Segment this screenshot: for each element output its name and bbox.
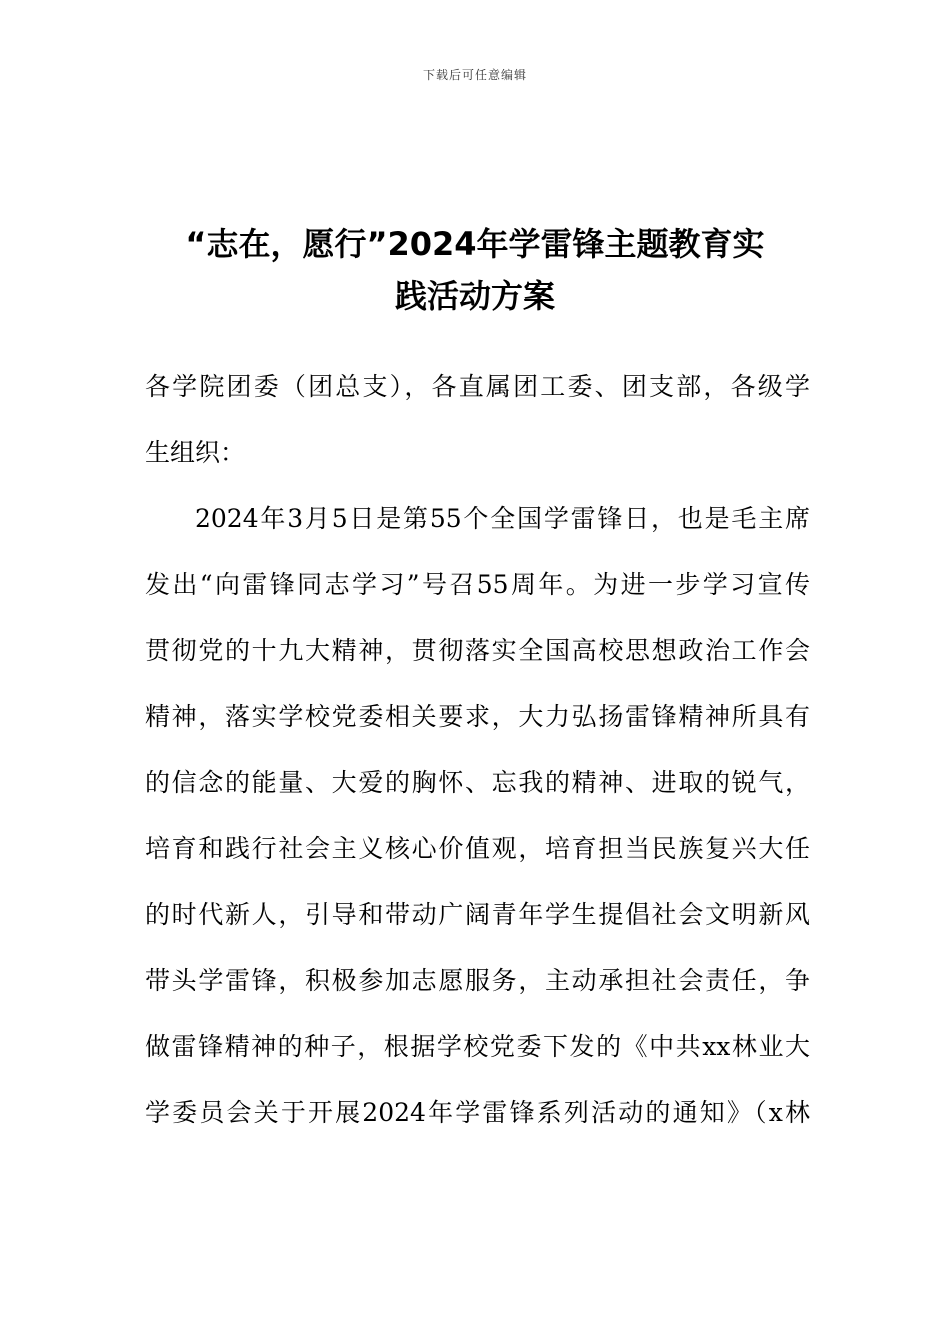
title-line-2: 践活动方案: [394, 277, 555, 315]
paragraph-line-5: 的信念的能量、大爱的胸怀、忘我的精神、进取的锐气，: [145, 768, 810, 797]
salutation-line-2: 生组织：: [145, 438, 246, 467]
paragraph-line-1: 2024年3月5日是第55个全国学雷锋日，也是毛主席: [195, 504, 810, 533]
paragraph-line-3: 贯彻党的十九大精神，贯彻落实全国高校思想政治工作会: [145, 636, 810, 665]
document-body: [145, 354, 810, 1146]
paragraph-line-10: 学委员会关于开展2024年学雷锋系列活动的通知》（x林: [145, 1098, 810, 1127]
paragraph-line-4: 精神，落实学校党委相关要求，大力弘扬雷锋精神所具有: [145, 702, 810, 731]
paragraph-line-7: 的时代新人，引导和带动广阔青年学生提倡社会文明新风: [145, 900, 810, 929]
header-note: 下载后可任意编辑: [422, 68, 527, 82]
paragraph-line-8: 带头学雷锋，积极参加志愿服务，主动承担社会责任，争: [145, 966, 810, 995]
paragraph-line-2: 发出“向雷锋同志学习”号召55周年。为进一步学习宣传: [145, 570, 810, 599]
title-line-1: “志在，愿行”2024年学雷锋主题教育实: [185, 225, 765, 263]
paragraph-line-9: 做雷锋精神的种子，根据学校党委下发的《中共xx林业大: [145, 1032, 810, 1061]
paragraph-line-6: 培育和践行社会主义核心价值观，培育担当民族复兴大任: [145, 834, 810, 863]
document-title: [145, 218, 805, 322]
salutation-line-1: 各学院团委（团总支），各直属团工委、团支部，各级学: [145, 372, 810, 401]
